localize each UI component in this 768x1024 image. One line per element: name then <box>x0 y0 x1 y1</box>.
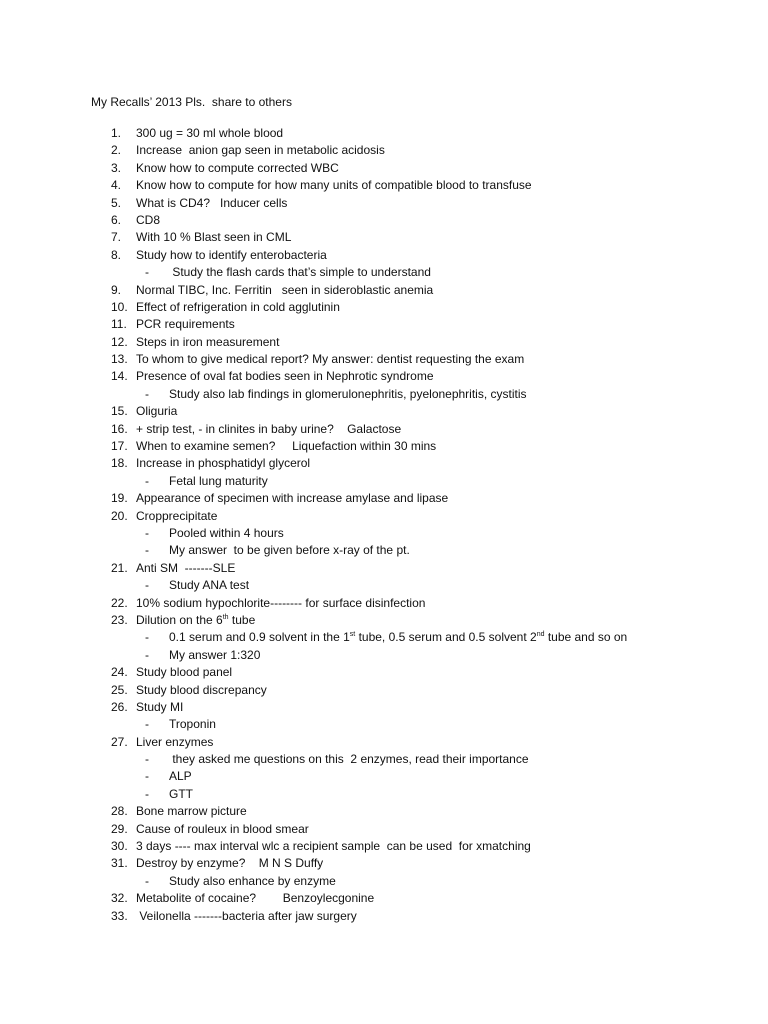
item-number: 11. <box>111 317 127 332</box>
sub-item-text: Troponin <box>169 717 216 732</box>
item-text: Steps in iron measurement <box>136 334 280 349</box>
sub-item <box>0 751 768 768</box>
superscript: th <box>222 613 229 621</box>
list-item <box>0 247 768 264</box>
item-text: Oliguria <box>136 404 178 419</box>
item-text: 300 ug = 30 ml whole blood <box>136 126 284 140</box>
item-text: When to examine semen? Liquefaction within 30 mins <box>136 439 437 454</box>
item-text: 3 days ---- max interval wlc a recipient sample can be used for xmatching <box>136 839 531 854</box>
list-item <box>0 125 768 142</box>
sub-item-text: ALP <box>169 769 192 784</box>
sub-item <box>0 264 768 281</box>
item-text: Normal TIBC, Inc. Ferritin seen in sideroblastic anemia <box>136 282 434 297</box>
list-item <box>0 821 768 838</box>
sub-item <box>0 386 768 403</box>
item-text: To whom to give medical report? My answer: dentist requesting the exam <box>136 352 525 367</box>
list-item <box>0 421 768 438</box>
list-item <box>0 177 768 194</box>
item-text: Veilonella -------bacteria after jaw surgery <box>136 908 357 923</box>
item-number: 5. <box>111 195 122 210</box>
item-number: 32. <box>111 891 128 906</box>
list-item <box>0 368 768 385</box>
item-text: + strip test, - in clinites in baby urine? Galactose <box>136 421 402 436</box>
item-text: Metabolite of cocaine? Benzoylecgonine <box>136 891 375 906</box>
item-text: Liver enzymes <box>136 734 214 749</box>
item-number: 3. <box>111 160 122 175</box>
item-number: 16. <box>111 421 128 436</box>
item-number: 14. <box>111 369 128 384</box>
bullet-dash: - <box>145 265 149 280</box>
item-number: 12. <box>111 334 128 349</box>
bullet-dash: - <box>145 543 149 558</box>
item-number: 20. <box>111 508 128 523</box>
bullet-dash: - <box>145 873 149 888</box>
sub-item-text: GTT <box>169 786 193 801</box>
list-item <box>0 612 768 629</box>
list-item <box>0 908 768 925</box>
bullet-dash: - <box>145 647 149 662</box>
item-text: Bone marrow picture <box>136 804 247 819</box>
item-number: 1. <box>111 126 122 140</box>
item-number: 21. <box>111 560 128 575</box>
item-text: Appearance of specimen with increase amylase and lipase <box>136 491 449 506</box>
sub-item <box>0 716 768 733</box>
sub-item-text: Fetal lung maturity <box>169 473 268 488</box>
sub-item <box>0 768 768 785</box>
item-number: 6. <box>111 212 122 227</box>
list-item <box>0 560 768 577</box>
item-number: 13. <box>111 352 128 367</box>
sub-item <box>0 786 768 803</box>
sub-item <box>0 647 768 664</box>
item-text: Increase in phosphatidyl glycerol <box>136 456 311 471</box>
list-item <box>0 508 768 525</box>
list-item <box>0 142 768 159</box>
sub-item-text: Study ANA test <box>169 578 250 593</box>
bullet-dash: - <box>145 578 149 593</box>
list-item <box>0 455 768 472</box>
item-number: 26. <box>111 699 128 714</box>
item-number: 9. <box>111 282 122 297</box>
item-number: 33. <box>111 908 128 923</box>
item-text: Anti SM -------SLE <box>136 560 236 575</box>
item-number: 17. <box>111 439 128 454</box>
item-number: 4. <box>111 178 122 193</box>
list-item <box>0 229 768 246</box>
list-item <box>0 212 768 229</box>
sub-item-text: Study the flash cards that’s simple to understand <box>169 265 431 280</box>
bullet-dash: - <box>145 769 149 784</box>
list-item <box>0 682 768 699</box>
item-number: 30. <box>111 839 128 854</box>
item-text: CD8 <box>136 212 161 227</box>
superscript: nd <box>536 631 545 639</box>
list-item <box>0 438 768 455</box>
list-item <box>0 316 768 333</box>
page-title: My Recalls’ 2013 Pls. share to others <box>91 95 292 109</box>
sub-item <box>0 525 768 542</box>
sub-item-text: My answer to be given before x-ray of the pt. <box>169 543 410 558</box>
item-text: What is CD4? Inducer cells <box>136 195 288 210</box>
item-number: 2. <box>111 143 122 158</box>
item-number: 27. <box>111 734 128 749</box>
item-text: Know how to compute corrected WBC <box>136 160 339 175</box>
sub-item-text: Study also enhance by enzyme <box>169 873 336 888</box>
bullet-dash: - <box>145 386 149 401</box>
list-item <box>0 890 768 907</box>
sub-item <box>0 873 768 890</box>
sub-item-text: Pooled within 4 hours <box>169 525 284 540</box>
list-item <box>0 299 768 316</box>
item-number: 31. <box>111 856 128 871</box>
bullet-dash: - <box>145 786 149 801</box>
bullet-dash: - <box>145 717 149 732</box>
list-item <box>0 351 768 368</box>
item-number: 23. <box>111 612 128 627</box>
sub-item-text: they asked me questions on this 2 enzymes, read their importance <box>169 752 529 767</box>
list-item <box>0 490 768 507</box>
item-text: Destroy by enzyme? M N S Duffy <box>136 856 324 871</box>
list-item <box>0 855 768 872</box>
bullet-dash: - <box>145 473 149 488</box>
item-number: 15. <box>111 404 128 419</box>
list-item <box>0 282 768 299</box>
item-text: 10% sodium hypochlorite-------- for surface disinfection <box>136 595 426 610</box>
item-text: Presence of oval fat bodies seen in Nephrotic syndrome <box>136 369 434 384</box>
sub-item-text: Study also lab findings in glomerulonephritis, pyelonephritis, cystitis <box>169 386 527 401</box>
item-number: 7. <box>111 230 122 245</box>
list-item <box>0 734 768 751</box>
item-number: 22. <box>111 595 128 610</box>
item-number: 28. <box>111 804 128 819</box>
item-text: PCR requirements <box>136 317 235 332</box>
superscript: st <box>349 631 356 639</box>
list-item <box>0 160 768 177</box>
item-number: 10. <box>111 299 128 314</box>
recall-list <box>0 125 768 925</box>
item-text: Cause of rouleux in blood smear <box>136 821 309 836</box>
item-text: Study blood discrepancy <box>136 682 267 697</box>
list-item <box>0 699 768 716</box>
item-text: Cropprecipitate <box>136 508 218 523</box>
bullet-dash: - <box>145 752 149 767</box>
item-text: Dilution on the 6th tube <box>136 612 256 627</box>
item-text: With 10 % Blast seen in CML <box>136 230 292 245</box>
sub-item <box>0 577 768 594</box>
item-number: 24. <box>111 665 128 680</box>
item-number: 19. <box>111 491 128 506</box>
item-text: Effect of refrigeration in cold agglutinin <box>136 299 340 314</box>
item-number: 29. <box>111 821 128 836</box>
item-text: Know how to compute for how many units of compatible blood to transfuse <box>136 178 532 193</box>
sub-item <box>0 629 768 646</box>
item-text: Increase anion gap seen in metabolic acidosis <box>136 143 385 158</box>
item-number: 18. <box>111 456 128 471</box>
item-text: Study MI <box>136 699 184 714</box>
list-item <box>0 195 768 212</box>
sub-item-text: 0.1 serum and 0.9 solvent in the 1st tube, 0.5 serum and 0.5 solvent 2nd tube and so on <box>169 630 628 645</box>
list-item <box>0 403 768 420</box>
list-item <box>0 664 768 681</box>
item-number: 8. <box>111 247 122 262</box>
item-number: 25. <box>111 682 128 697</box>
list-item <box>0 803 768 820</box>
sub-item-text: My answer 1:320 <box>169 647 261 662</box>
list-item <box>0 838 768 855</box>
item-text: Study how to identify enterobacteria <box>136 247 327 262</box>
bullet-dash: - <box>145 525 149 540</box>
list-item <box>0 334 768 351</box>
list-item <box>0 595 768 612</box>
item-text: Study blood panel <box>136 665 233 680</box>
sub-item <box>0 473 768 490</box>
sub-item <box>0 542 768 559</box>
bullet-dash: - <box>145 630 149 645</box>
